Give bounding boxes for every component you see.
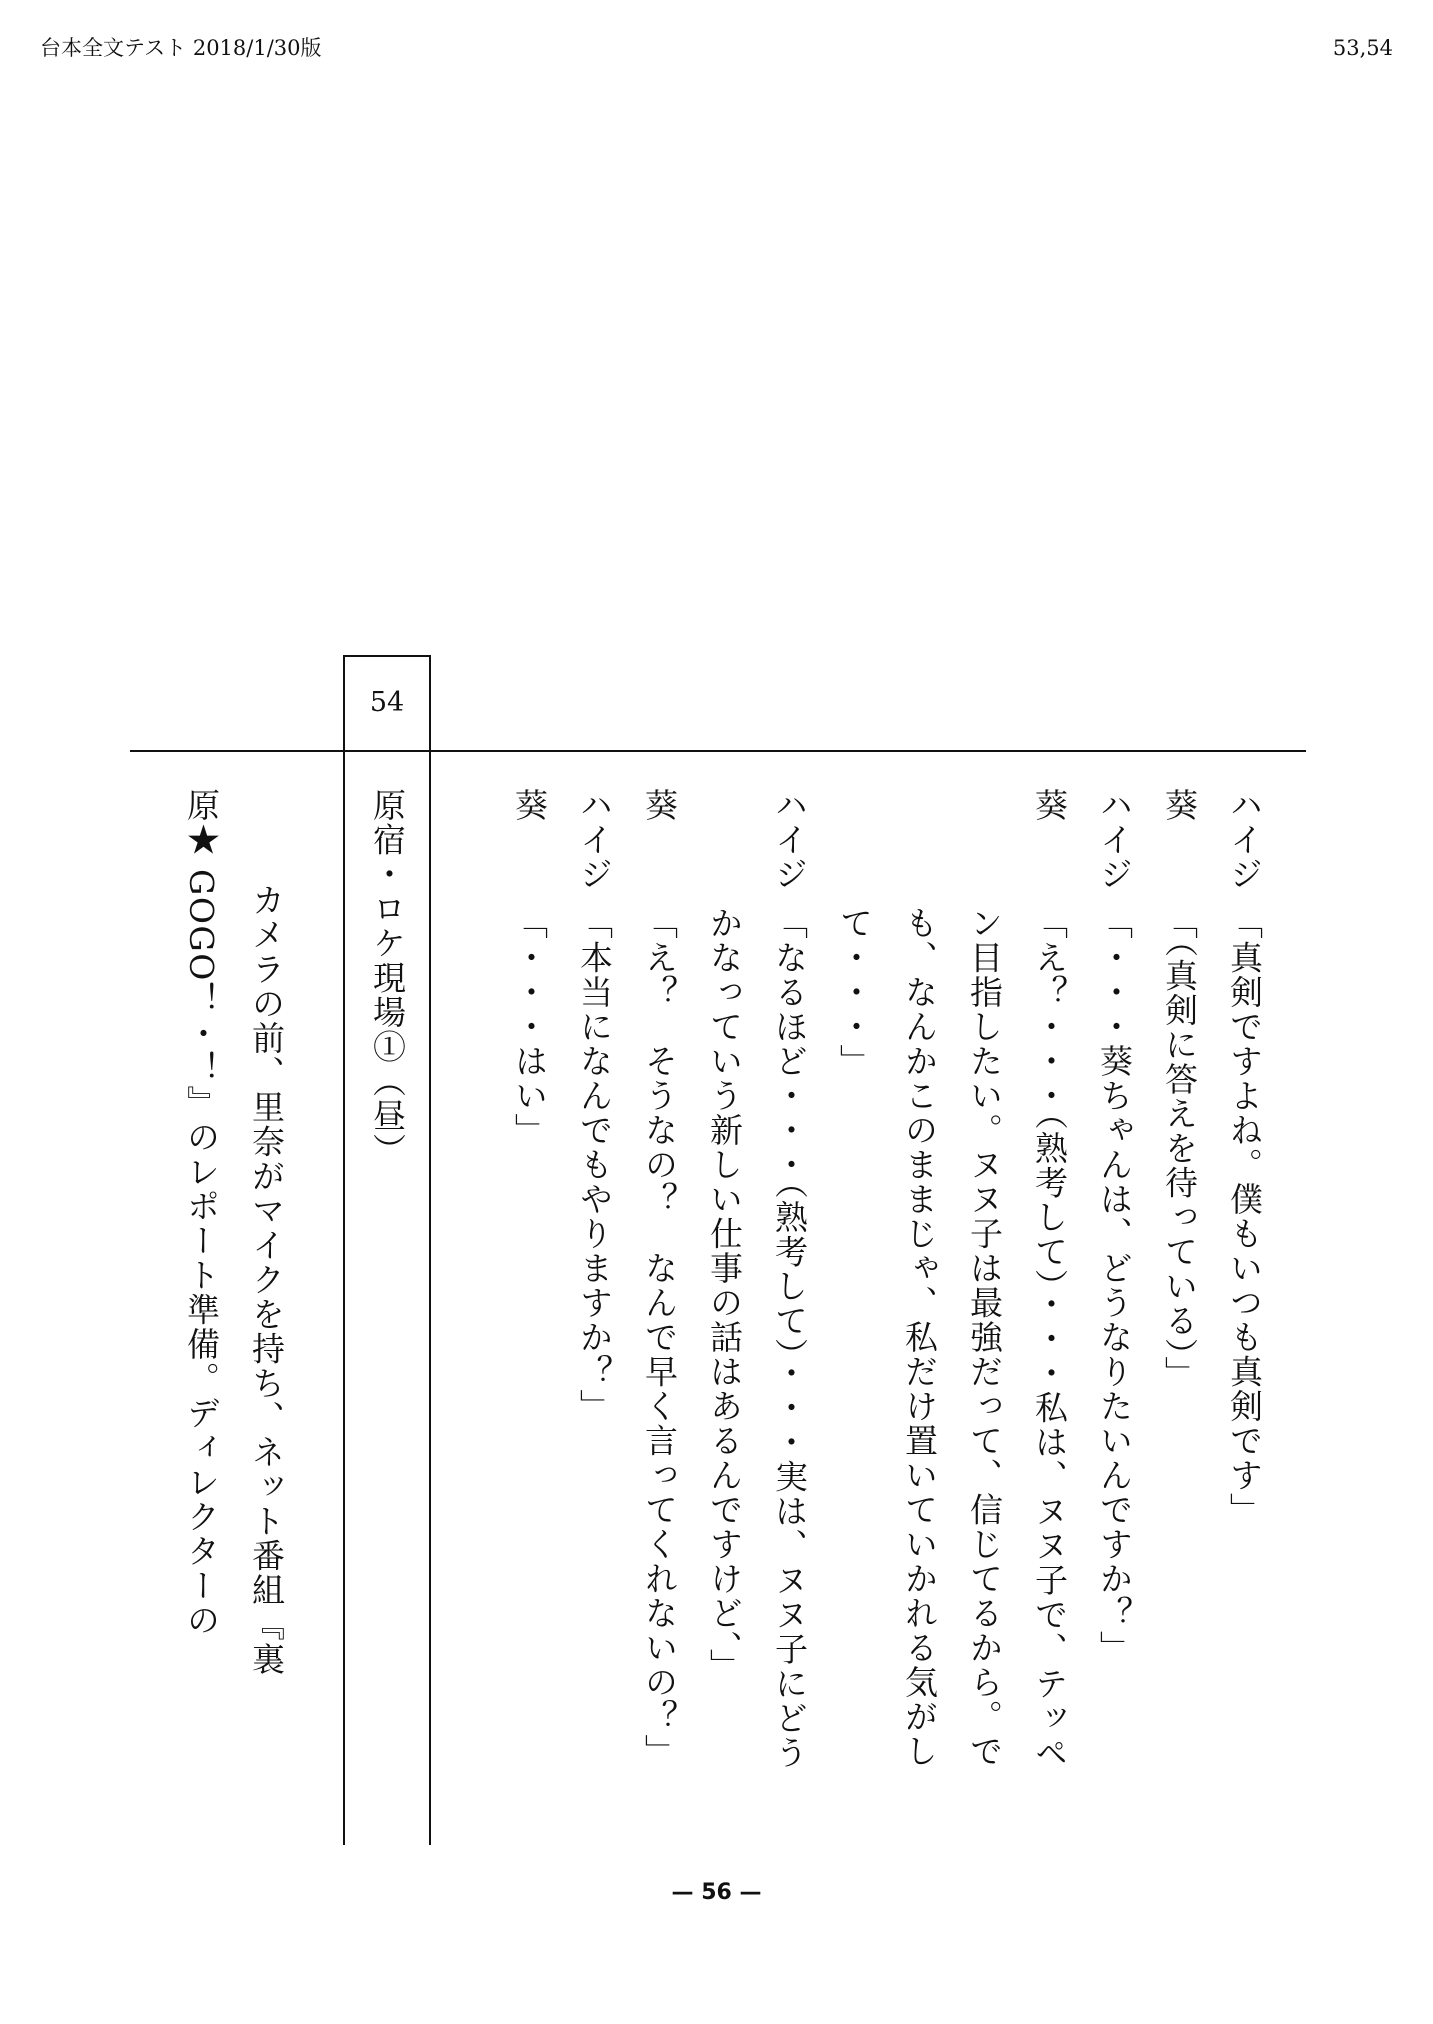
dialogue-continuation: [826, 788, 882, 1888]
dialogue-line: [1021, 788, 1077, 1888]
page-number: — 56 —: [671, 1880, 762, 1905]
dialogue-line: [1086, 788, 1142, 1888]
dialogue-line: [1216, 788, 1272, 1888]
scene-column-right-rule: [429, 655, 431, 1845]
action-line: [238, 788, 294, 1888]
dialogue-text: 「（真剣に答えを待っている）」: [1160, 906, 1199, 1391]
dialogue-text: ン目指したい。ヌヌ子は最強だって、信じてるから。で: [965, 906, 1004, 1769]
dialogue-text: 「真剣ですよね。僕もいつも真剣です」: [1225, 906, 1264, 1527]
action-line: [173, 788, 229, 1888]
dialogue-line: [631, 788, 687, 1888]
speaker-name: ハイジ: [1095, 788, 1134, 892]
dialogue-text: 「・・・葵ちゃんは、どうなりたいんですか？」: [1095, 906, 1134, 1665]
document-header-scene-range: 53,54: [1332, 36, 1393, 60]
dialogue-continuation: [891, 788, 947, 1888]
dialogue-text: 「なるほど・・・（熟考して）・・・実は、ヌヌ子にどう: [770, 906, 809, 1770]
horizontal-rule: [130, 750, 1306, 752]
dialogue-text: も、なんかこのままじゃ、私だけ置いていかれる気がし: [900, 906, 939, 1769]
dialogue-continuation: [956, 788, 1012, 1888]
speaker-name: ハイジ: [1225, 788, 1264, 892]
dialogue-text: 「・・・はい」: [510, 906, 549, 1148]
scene-location: 原宿・ロケ現場①（昼）: [368, 788, 407, 1168]
document-header-title: 台本全文テスト 2018/1/30版: [40, 36, 322, 60]
speaker-name: 葵: [1160, 788, 1199, 823]
dialogue-line: [761, 788, 817, 1888]
dialogue-text: て・・・」: [835, 906, 874, 1079]
scene-number: 54: [369, 687, 405, 718]
dialogue-text: 「え？・・・（熟考して）・・・私は、ヌヌ子で、テッペ: [1030, 906, 1069, 1770]
action-text: 原★ GOGO！・！』のレポート準備。ディレクターの: [182, 788, 221, 1638]
speaker-name: 葵: [1030, 788, 1069, 823]
scene-box-top-rule: [343, 655, 431, 657]
dialogue-continuation: [696, 788, 752, 1888]
dialogue-line: [566, 788, 622, 1888]
speaker-name: 葵: [640, 788, 679, 823]
speaker-name: ハイジ: [770, 788, 809, 892]
dialogue-text: 「本当になんでもやりますか？」: [575, 906, 614, 1424]
dialogue-line: [1151, 788, 1207, 1888]
action-text: カメラの前、里奈がマイクを持ち、ネット番組『裏: [247, 883, 286, 1677]
dialogue-line: [501, 788, 557, 1888]
speaker-name: 葵: [510, 788, 549, 823]
dialogue-text: 「え？ そうなの？ なんで早く言ってくれないの？」: [640, 906, 679, 1769]
scene-column-left-rule: [343, 655, 345, 1845]
speaker-name: ハイジ: [575, 788, 614, 892]
dialogue-text: かなっていう新しい仕事の話はあるんですけど、」: [705, 906, 744, 1683]
